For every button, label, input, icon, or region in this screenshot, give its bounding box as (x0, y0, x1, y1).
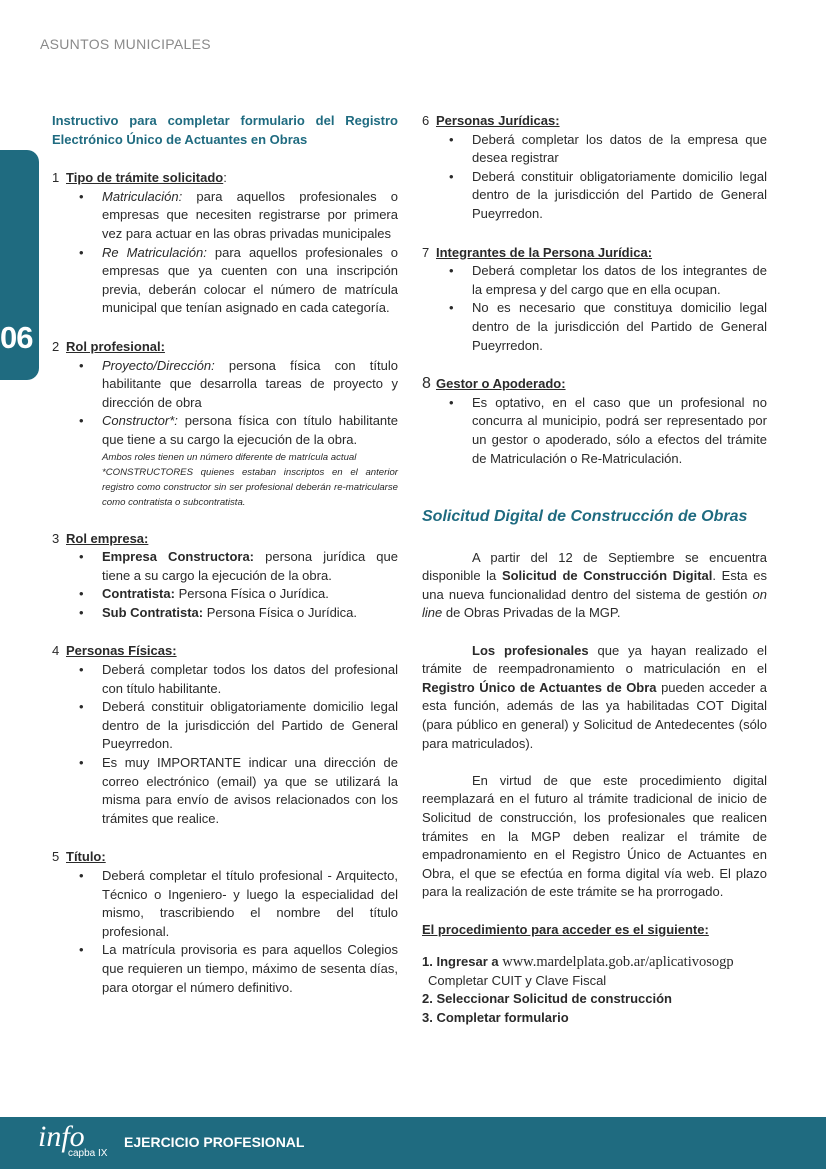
colon: : (223, 170, 227, 186)
info-logo: info (38, 1120, 85, 1153)
logo-subtitle: capba IX (68, 1148, 108, 1159)
list-item: • Deberá completar los datos de los integrantes de la empresa y del cargo que en ella ocupan. (422, 262, 767, 299)
section-number: 8 (422, 375, 431, 393)
step-1-sub: Completar CUIT y Clave Fiscal (428, 972, 607, 988)
item-text: para aquellos profesionales o empresas que necesiten registrarse por primera vez para actuar en las obras privadas municipales (102, 188, 398, 241)
section-7 (422, 244, 767, 356)
section-number: 4 (52, 643, 60, 659)
list-item (52, 412, 398, 449)
item-term: Constructor*: (102, 413, 178, 429)
section-number: 1 (52, 170, 60, 186)
section-2 (52, 338, 398, 510)
list-item (52, 548, 398, 585)
step-3: 3. Completar formulario (422, 1009, 569, 1025)
procedure-title: El procedimiento para acceder es el siguiente: (422, 921, 709, 937)
footer-title: EJERCICIO PROFESIONAL (124, 1134, 305, 1150)
item-text: Persona Física o Jurídica. (203, 604, 358, 620)
list-item (52, 244, 398, 318)
list-item (52, 188, 398, 244)
section-title-7: Integrantes de la Persona Jurídica: (436, 244, 653, 260)
list-item (52, 357, 398, 413)
note-roles: Ambos roles tienen un número diferente de matrícula actual (102, 451, 357, 463)
item-term: Matriculación: (102, 188, 183, 204)
section-6 (422, 112, 767, 224)
list-item: • Deberá constituir obligatoriamente domicilio legal dentro de la jurisdicción del Partido de General Pueyrredon. (422, 168, 767, 224)
item-term: Contratista: (102, 586, 175, 602)
section-1 (52, 169, 398, 318)
list-item: • Deberá completar los datos de la empresa que desea registrar (422, 131, 767, 168)
section-title-3: Rol empresa: (66, 530, 149, 546)
section-3 (52, 530, 398, 623)
steps-list (422, 953, 767, 1027)
item-text: persona física con título habilitante que tiene a su cargo la ejecución de la obra. (102, 413, 398, 447)
list-item: • Deberá completar todos los datos del profesional con título habilitante. (52, 661, 398, 698)
left-column (52, 112, 398, 1017)
item-text: persona física con título habilitante que desarrolla tareas de proyecto y dirección de obra (102, 357, 398, 410)
item-term: Empresa Constructora: (102, 549, 255, 565)
instructivo-title: Instructivo para completar formulario del Registro Electrónico Único de Actuantes en Obras (52, 113, 398, 147)
item-term: Re Matriculación: (102, 244, 207, 260)
section-title-1: Tipo de trámite solicitado (66, 170, 224, 186)
section-number: 6 (422, 113, 430, 128)
list-item: • No es necesario que constituya domicilio legal dentro de la jurisdicción del Partido de General Pueyrredon. (422, 299, 767, 355)
section-title-8: Gestor o Apoderado: (436, 376, 566, 392)
note-constructores: *CONSTRUCTORES quienes estaban inscriptos en el anterior registro como constructor sin ser profesional deberán re-matricularse como contratista o subcontratista. (102, 466, 398, 508)
section-number: 3 (52, 530, 60, 546)
item-text: Persona Física o Jurídica. (174, 586, 329, 602)
section-number: 2 (52, 338, 60, 354)
step-2: 2. Seleccionar Solicitud de construcción (422, 991, 672, 1007)
list-item: • Deberá completar el título profesional - Arquitecto, Técnico o Ingeniero- y luego la especialidad del mismo, trascribiendo el nombre del título profesional. (52, 867, 398, 941)
section-title-4: Personas Físicas: (66, 643, 177, 659)
section-title-2: Rol profesional: (66, 338, 165, 354)
section-8 (422, 375, 767, 468)
right-column (422, 112, 767, 1028)
item-term: Sub Contratista: (102, 604, 204, 620)
section-title: ASUNTOS MUNICIPALES (40, 36, 211, 52)
step-1: 1. Ingresar a www.mardelplata.gob.ar/aplicativosogp (422, 954, 734, 971)
section-4 (52, 642, 398, 828)
item-term: Proyecto/Dirección: (102, 357, 215, 373)
page-number: 06 (0, 320, 33, 355)
list-item: • Es optativo, en el caso que un profesional no concurra al municipio, podrá ser representado por un gestor o apoderado, sólo a efectos del trámite de Matriculación o Re-Matriculación. (422, 394, 767, 468)
list-item: • Deberá constituir obligatoriamente domicilio legal dentro de la jurisdicción del Partido de General Pueyrredon. (52, 698, 398, 754)
item-text: para aquellos profesionales o empresas que ya cuenten con una inscripción previa, deberán colocar el número de matrícula municipal que tenían asignado en cada categoría. (102, 244, 398, 316)
list-item: • La matrícula provisoria es para aquellos Colegios que requieren un tiempo, máximo de sesenta días, para otorgar el número definitivo. (52, 941, 398, 997)
paragraph-3: En virtud de que este procedimiento digital reemplazará en el futuro al trámite tradicional de inicio de Solicitud de construcción, los profesionales que realicen trámites en la MGP deben realizar el trámite de empadronamiento en el Registro Único de Actuantes en Obra, el que se efectúa en forma digital vía web. El plazo para la realización de este trámite se ha prorrogado. (422, 772, 767, 900)
section-number: 7 (422, 244, 430, 260)
paragraph-2: Los profesionales que ya hayan realizado el trámite de reempadronamiento o matriculación en el Registro Único de Actuantes de Obra pueden acceder a esta función, además de las ya habilitadas COT Digital (para público en general) y Solicitud de Antedecentes (sólo para matriculados). (422, 642, 767, 751)
article-heading: Solicitud Digital de Construcción de Obras (422, 508, 748, 526)
paragraph-1: A partir del 12 de Septiembre se encuentra disponible la Solicitud de Construcción Digital. Esta es una nueva funcionalidad dentro del sistema de gestión on line de Obras Privadas de la MGP. (422, 549, 768, 621)
list-item (52, 585, 398, 604)
section-number: 5 (52, 849, 60, 865)
section-title-5: Título: (66, 849, 106, 865)
list-item (52, 604, 398, 623)
section-title-6: Personas Jurídicas: (436, 113, 560, 128)
list-item: • Es muy IMPORTANTE indicar una dirección de correo electrónico (email) ya que se utilizará la misma para envío de avisos relacionados con los trámites que realice. (52, 754, 398, 828)
section-5 (52, 848, 398, 997)
item-text: persona jurídica que tiene a su cargo la ejecución de la obra. (102, 549, 398, 583)
url-link[interactable]: www.mardelplata.gob.ar/aplicativosogp (502, 954, 734, 971)
